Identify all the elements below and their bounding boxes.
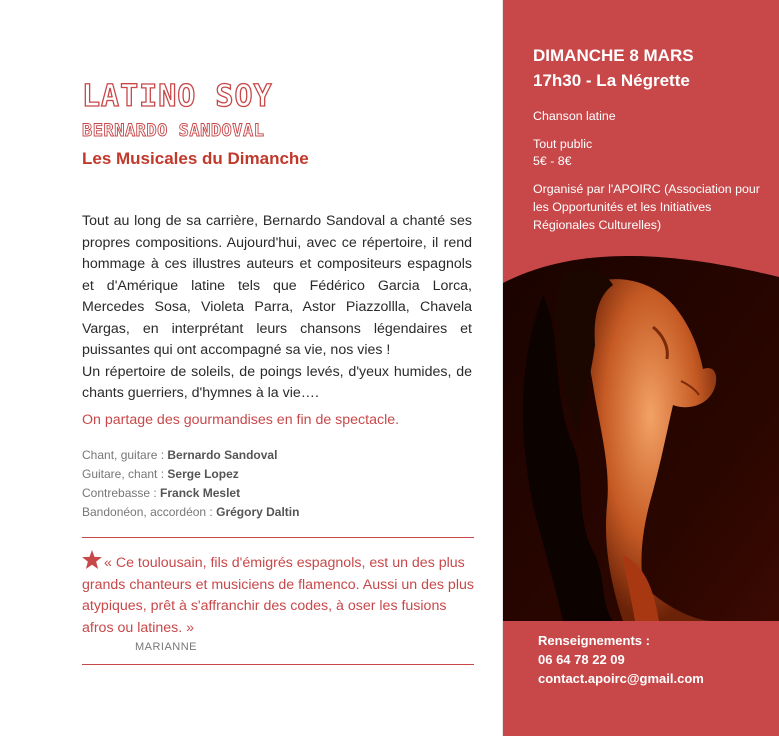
credit-performer: Grégory Daltin — [216, 505, 300, 519]
credit-item — [82, 503, 472, 522]
show-title: LATINO SOY — [82, 79, 273, 114]
highlight-note: On partage des gourmandises en fin de spectacle. — [82, 412, 400, 428]
credit-role: Bandonéon, accordéon : — [82, 505, 217, 519]
credit-item — [82, 465, 472, 484]
artist-name: BERNARDO SANDOVAL — [82, 121, 265, 141]
info-panel — [503, 0, 779, 736]
credit-item — [82, 446, 472, 465]
quote-source: MARIANNE — [134, 641, 197, 653]
event-audience: Tout public — [533, 137, 593, 151]
description-paragraph-2: Un répertoire de soleils, de poings levés, d'yeux humides, de chants guerriers, d'hymnes à la vie…. — [82, 363, 472, 401]
credit-role: Contrebasse : — [82, 486, 161, 500]
divider-top — [82, 537, 474, 538]
event-date: DIMANCHE 8 MARS — [533, 46, 694, 65]
description-paragraph-1: Tout au long de sa carrière, Bernardo Sandoval a chanté ses propres compositions. Aujourd'hui, avec ce répertoire, il rend hommage à ces illustres auteurs et compositeurs espagnols et d'Amérique latine tels que Fédérico Garcia Lorca, Mercedes Sosa, Violeta Parra, Astor Piazzollla, Chavela Vargas, en interprétant leurs chansons légendaires et puissantes qui ont accompagné sa vie, nos vies ! — [82, 213, 472, 358]
event-organizer: Organisé par l'APOIRC (Association pour les Opportunités et les Initiatives Régionales Culturelles) — [533, 182, 760, 232]
credit-performer: Franck Meslet — [160, 486, 241, 500]
credit-role: Guitare, chant : — [82, 467, 168, 481]
event-price: 5€ - 8€ — [533, 154, 572, 168]
credit-performer: Bernardo Sandoval — [167, 448, 278, 462]
description — [82, 211, 472, 405]
event-genre: Chanson latine — [533, 109, 616, 123]
credit-item — [82, 484, 472, 503]
credit-performer: Serge Lopez — [167, 467, 239, 481]
credits-list — [82, 446, 472, 522]
credit-role: Chant, guitare : — [82, 448, 168, 462]
divider-bottom — [82, 664, 474, 665]
star-icon — [82, 550, 102, 569]
press-quote — [82, 550, 474, 639]
contact-phone: 06 64 78 22 09 — [538, 652, 625, 667]
quote-text: « Ce toulousain, fils d'émigrés espagnols, est un des plus grands chanteurs et musiciens de flamenco. Aussi un des plus atypiques, prêt à s'affranchir des codes, à oser les fusions afros ou latines. » — [82, 555, 474, 636]
contact-email[interactable]: contact.apoirc@gmail.com — [538, 671, 704, 686]
artist-photo — [503, 255, 779, 621]
contact-title: Renseignements : — [538, 633, 650, 648]
event-time-place: 17h30 - La Négrette — [533, 71, 690, 90]
series-name: Les Musicales du Dimanche — [82, 149, 309, 168]
